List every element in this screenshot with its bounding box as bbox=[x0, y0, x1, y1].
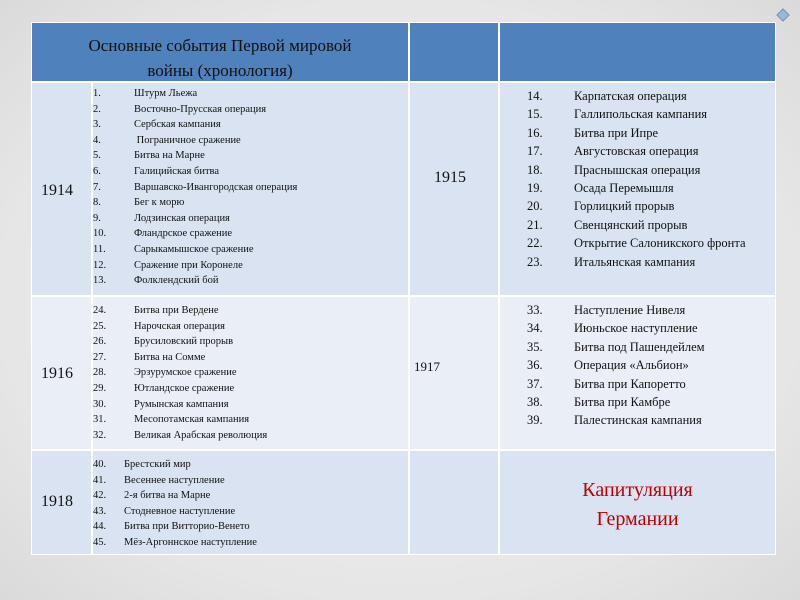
year-1915-label: 1915 bbox=[434, 169, 466, 186]
event-label: Румынская кампания bbox=[134, 398, 229, 410]
event-number: 29. bbox=[93, 382, 107, 394]
year-1914-label: 1914 bbox=[41, 182, 73, 199]
event-label: Праснышская операция bbox=[574, 162, 701, 177]
event-number: 18. bbox=[527, 162, 543, 177]
event-label: Галицийская битва bbox=[134, 165, 220, 177]
event-label: Бег к морю bbox=[134, 197, 185, 209]
event-number: 3. bbox=[93, 119, 101, 131]
event-number: 7. bbox=[93, 181, 101, 193]
event-label: Битва при Витторио-Венето bbox=[124, 521, 250, 533]
event-number: 39. bbox=[527, 413, 543, 428]
event-number: 26. bbox=[93, 336, 107, 348]
event-number: 16. bbox=[527, 125, 543, 140]
year-1916-label: 1916 bbox=[41, 365, 73, 382]
event-number: 11. bbox=[93, 243, 106, 255]
event-number: 17. bbox=[527, 144, 543, 159]
row-1918-year-cell bbox=[31, 450, 92, 555]
event-label: Эрзурумское сражение bbox=[134, 367, 237, 379]
event-number: 24. bbox=[93, 305, 107, 316]
event-number: 41. bbox=[93, 474, 107, 486]
event-label: 2-я битва на Марне bbox=[124, 490, 211, 502]
capitulation-text bbox=[500, 476, 775, 534]
event-label: Карпатская операция bbox=[574, 89, 687, 103]
event-label: Битва при Камбре bbox=[574, 394, 671, 409]
event-label: Осада Перемышля bbox=[574, 180, 674, 195]
event-number: 9. bbox=[93, 212, 101, 224]
header-title-cell bbox=[31, 22, 409, 82]
event-label: Восточно-Прусская операция bbox=[134, 103, 267, 115]
event-number: 32. bbox=[93, 429, 107, 441]
event-number: 38. bbox=[527, 394, 543, 409]
event-label: Варшавско-Ивангородская операция bbox=[134, 181, 298, 193]
row-1917-year-cell bbox=[409, 296, 499, 450]
event-number: 30. bbox=[93, 398, 107, 410]
row-1915-events-cell bbox=[499, 82, 776, 296]
row-1914-events-cell bbox=[92, 82, 409, 296]
event-number: 22. bbox=[527, 236, 543, 251]
event-label: Штурм Льежа bbox=[134, 88, 198, 99]
event-number: 43. bbox=[93, 505, 107, 517]
event-label: Брусиловский прорыв bbox=[134, 336, 234, 348]
event-label: Открытие Салоникского фронта bbox=[574, 236, 746, 251]
event-label: Галлипольская кампания bbox=[574, 107, 708, 122]
event-label: Нарочская операция bbox=[134, 320, 225, 332]
event-label: Мёз-Аргоннское наступление bbox=[124, 536, 257, 548]
event-number: 8. bbox=[93, 197, 101, 209]
event-number: 34. bbox=[527, 321, 543, 336]
event-label: Свенцянский прорыв bbox=[574, 217, 688, 232]
event-label: Битва при Ипре bbox=[574, 125, 659, 140]
event-label: Пограничное сражение bbox=[134, 134, 241, 146]
event-number: 20. bbox=[527, 199, 543, 214]
event-number: 10. bbox=[93, 228, 107, 240]
event-label: Наступление Нивеля bbox=[574, 303, 686, 317]
table-title bbox=[32, 33, 408, 83]
event-number: 23. bbox=[527, 254, 543, 269]
event-number: 2. bbox=[93, 103, 101, 115]
event-label: Палестинская кампания bbox=[574, 413, 702, 428]
event-label: Битва при Вердене bbox=[134, 305, 219, 316]
event-number: 12. bbox=[93, 259, 107, 271]
event-label: Операция «Альбион» bbox=[574, 358, 689, 373]
event-label: Битва на Сомме bbox=[134, 351, 206, 363]
year-1918-label: 1918 bbox=[41, 493, 73, 510]
event-label: Июньское наступление bbox=[574, 321, 698, 336]
event-label: Великая Арабская революция bbox=[134, 429, 268, 441]
event-label: Весеннее наступление bbox=[124, 474, 225, 486]
event-label: Брестский мир bbox=[124, 459, 191, 470]
event-label: Битва на Марне bbox=[134, 150, 205, 162]
event-number: 13. bbox=[93, 275, 107, 287]
row-1918-empty-cell bbox=[409, 450, 499, 555]
event-number: 14. bbox=[527, 89, 543, 103]
table-title-line1: Основные события Первой мировой bbox=[88, 36, 352, 55]
row-1916-events-cell bbox=[92, 296, 409, 450]
event-number: 21. bbox=[527, 217, 543, 232]
event-number: 19. bbox=[527, 180, 543, 195]
row-1914-year-cell bbox=[31, 82, 92, 296]
row-1917-events-cell bbox=[499, 296, 776, 450]
event-label: Сарыкамышское сражение bbox=[134, 243, 254, 255]
event-number: 4. bbox=[93, 134, 101, 146]
event-number: 1. bbox=[93, 88, 101, 99]
event-number: 31. bbox=[93, 414, 107, 426]
chronology-table bbox=[31, 22, 776, 555]
event-label: Стодневное наступление bbox=[124, 505, 236, 517]
event-label: Месопотамская кампания bbox=[134, 414, 250, 426]
capitulation-cell bbox=[499, 450, 776, 555]
header-empty-cell-2 bbox=[499, 22, 776, 82]
event-label: Горлицкий прорыв bbox=[574, 199, 675, 214]
capitulation-line2: Германии bbox=[596, 508, 679, 530]
event-label: Ютландское сражение bbox=[134, 382, 235, 394]
event-label: Сербская кампания bbox=[134, 119, 221, 131]
event-number: 44. bbox=[93, 521, 107, 533]
event-label: Лодзинская операция bbox=[134, 212, 230, 224]
header-empty-cell-1 bbox=[409, 22, 499, 82]
event-label: Фландрское сражение bbox=[134, 228, 233, 240]
event-number: 28. bbox=[93, 367, 107, 379]
event-number: 5. bbox=[93, 150, 101, 162]
table-title-line2: войны (хронология) bbox=[147, 61, 293, 80]
event-number: 37. bbox=[527, 376, 543, 391]
event-number: 45. bbox=[93, 536, 107, 548]
event-number: 33. bbox=[527, 303, 543, 317]
row-1916-year-cell bbox=[31, 296, 92, 450]
event-label: Августовская операция bbox=[574, 144, 699, 159]
event-number: 42. bbox=[93, 490, 107, 502]
row-1918-events-cell bbox=[92, 450, 409, 555]
capitulation-line1: Капитуляция bbox=[582, 479, 693, 501]
event-number: 15. bbox=[527, 107, 543, 122]
event-number: 27. bbox=[93, 351, 107, 363]
event-number: 35. bbox=[527, 339, 543, 354]
event-label: Сражение при Коронеле bbox=[134, 259, 243, 271]
event-number: 40. bbox=[93, 459, 107, 470]
event-number: 6. bbox=[93, 165, 101, 177]
event-label: Итальянская кампания bbox=[574, 254, 696, 269]
event-number: 36. bbox=[527, 358, 543, 373]
decorative-corner-icon bbox=[776, 8, 790, 22]
event-label: Битва под Пашендейлем bbox=[574, 339, 705, 354]
event-label: Фолклендский бой bbox=[134, 275, 219, 287]
event-label: Битва при Капоретто bbox=[574, 376, 686, 391]
event-number: 25. bbox=[93, 320, 107, 332]
row-1915-year-cell bbox=[409, 82, 499, 296]
year-1917-label: 1917 bbox=[414, 359, 440, 374]
